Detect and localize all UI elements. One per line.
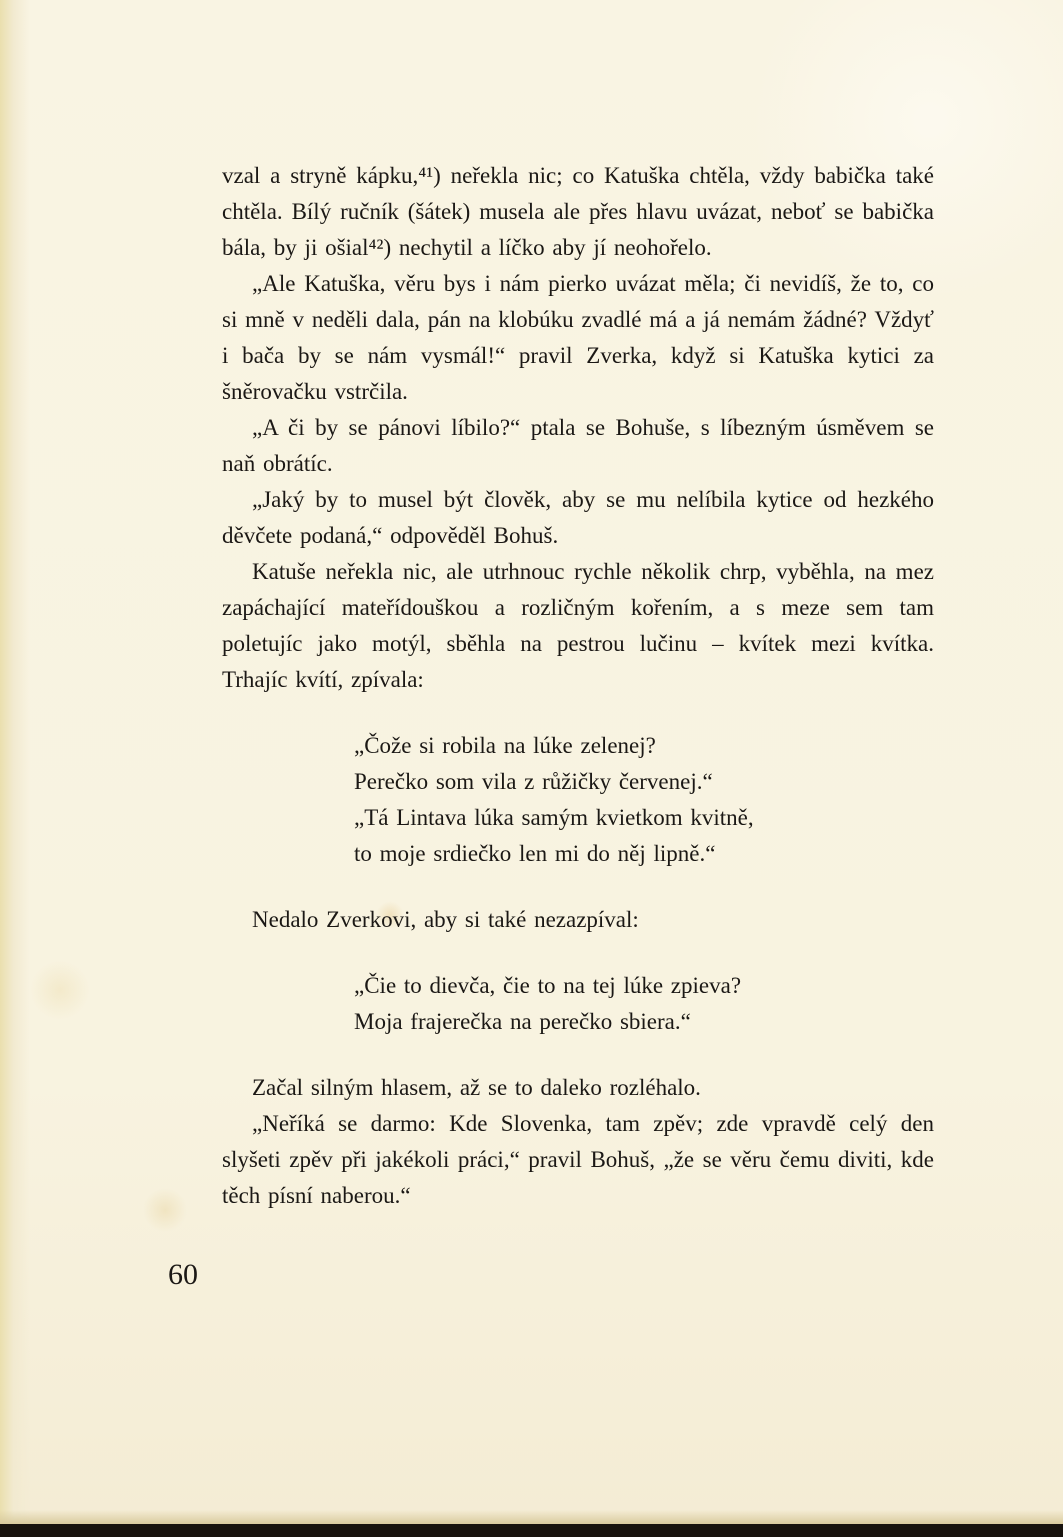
paragraph: Katuše neřekla nic, ale utrhnouc rychle několik chrp, vyběhla, na mez zapáchající mateřídouškou a rozličným kořením, a s meze sem tam poletujíc jako motýl, sběhla na pestrou lučinu – kvítek mezi kvítka. Trhajíc kvítí, zpívala: — [222, 559, 934, 692]
verse-stanza — [222, 968, 934, 1040]
page-left-edge — [0, 0, 30, 1537]
paragraph: vzal a stryně kápku,⁴¹) neřekla nic; co Katuška chtěla, vždy babička také chtěla. Bílý ručník (šátek) musela ale přes hlavu uvázat, neboť se babička bála, by ji ošial⁴²) nechytil a líčko aby jí neohořelo. — [222, 163, 934, 260]
page-bottom-shadow — [0, 1510, 1063, 1524]
verse-line: „Tá Lintava lúka samým kvietkom kvitně, — [354, 805, 754, 830]
paragraph: „Ale Katuška, věru bys i nám pierko uvázat měla; či nevidíš, že to, co si mně v neděli dala, pán na klobúku zvadlé má a já nemám žádné? Vždyť i bača by se nám vysmál!“ pravil Zverka, když si Katuška kytici za šněrovačku vstrčila. — [222, 271, 934, 404]
text-block — [222, 158, 934, 1214]
paragraph: Nedalo Zverkovi, aby si také nezazpíval: — [252, 907, 639, 932]
scan-edge-band — [0, 1524, 1063, 1537]
page-number: 60 — [168, 1258, 198, 1291]
verse-line: to moje srdiečko len mi do něj lipně.“ — [354, 841, 716, 866]
verse-stanza — [222, 728, 934, 872]
paragraph: „Jaký by to musel být člověk, aby se mu nelíbila kytice od hezkého děvčete podaná,“ odpověděl Bohuš. — [222, 487, 934, 548]
verse-line: „Čie to dievča, čie to na tej lúke zpieva? — [354, 973, 742, 998]
paragraph: Začal silným hlasem, až se to daleko rozléhalo. — [252, 1075, 701, 1100]
paragraph: „A či by se pánovi líbilo?“ ptala se Bohuše, s líbezným úsměvem se naň obrátíc. — [222, 415, 934, 476]
verse-line: Perečko som vila z růžičky červenej.“ — [354, 769, 713, 794]
verse-line: „Čože si robila na lúke zelenej? — [354, 733, 656, 758]
paragraph: „Neříká se darmo: Kde Slovenka, tam zpěv; zde vpravdě celý den slyšeti zpěv při jakékoli práci,“ pravil Bohuš, „že se věru čemu diviti, kde těch písní naberou.“ — [222, 1111, 934, 1208]
verse-line: Moja frajerečka na perečko sbiera.“ — [354, 1009, 691, 1034]
